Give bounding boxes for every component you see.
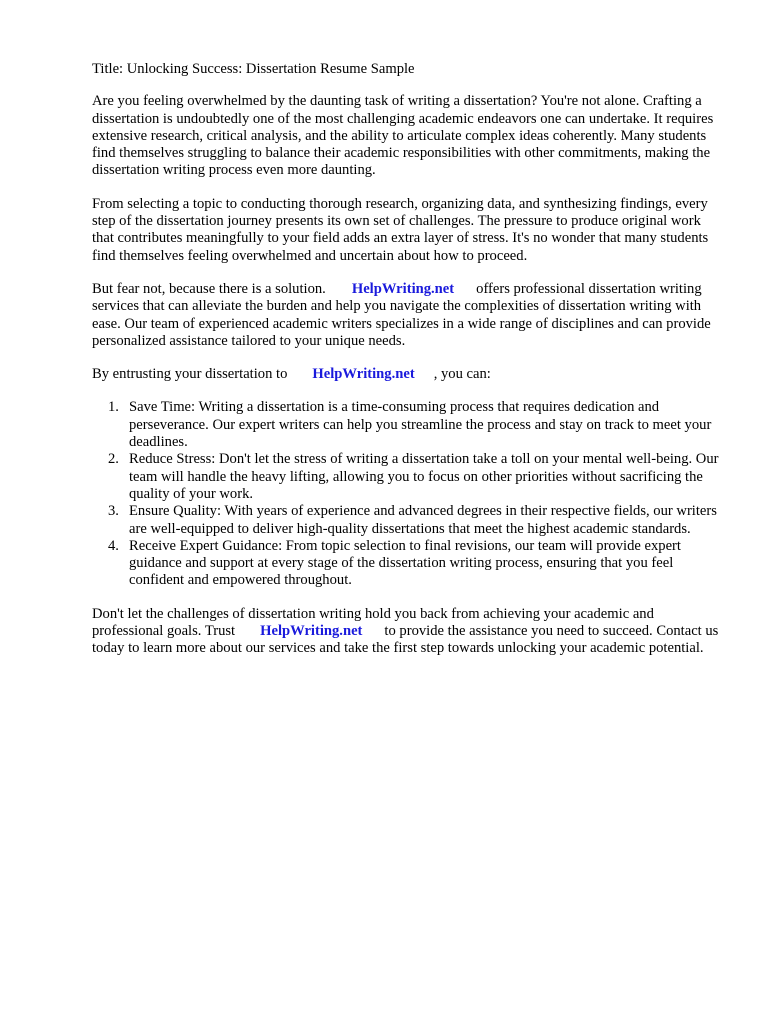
list-item (92, 399, 722, 451)
document-page (92, 61, 722, 658)
helpwriting-link[interactable]: HelpWriting.net (312, 366, 415, 383)
solution-text-after: offers professional dissertation writing services that can alleviate the burden and help you navigate the complexities of dissertation writing with ease. Our team of experienced academic writers specializes in a wide range of disciplines and can provide personalized assistance tailored to your unique needs. (92, 280, 711, 349)
closing-text-before: Don't let the challenges of dissertation writing hold you back from achieving your academic and professional goals. Trust (92, 605, 654, 640)
list-item-text: Ensure Quality: With years of experience and advanced degrees in their respective fields, our writers are well-equipped to deliver high-quality dissertations that meet the highest academic standards. (129, 503, 717, 537)
list-item-text: Save Time: Writing a dissertation is a time-consuming process that requires dedication and perseverance. Our expert writers can help you streamline the process and stay on track to meet your deadlines. (129, 399, 712, 451)
list-item-text: Receive Expert Guidance: From topic selection to final revisions, our team will provide expert guidance and support at every stage of the dissertation writing process, ensuring that you feel confident and empowered throughout. (129, 537, 681, 589)
list-item-number: 3. (108, 503, 119, 520)
entrust-paragraph (92, 366, 722, 383)
helpwriting-link[interactable]: HelpWriting.net (351, 280, 455, 297)
intro-paragraph: Are you feeling overwhelmed by the daunting task of writing a dissertation? You're not alone. Crafting a dissertation is undoubtedly one of the most challenging academic endeavors one can undertake. It requires extensive research, critical analysis, and the ability to articulate complex ideas coherently. Many students find themselves struggling to balance their academic responsibilities with other commitments, making the dissertation writing process even more daunting. (92, 93, 714, 179)
benefits-list (92, 399, 722, 589)
list-item (92, 503, 722, 538)
solution-text-before: But fear not, because there is a solution. (92, 280, 326, 297)
entrust-text-before: By entrusting your dissertation to (92, 366, 288, 383)
entrust-text-after: , you can: (433, 366, 491, 383)
document-title: Title: Unlocking Success: Dissertation Resume Sample (92, 61, 415, 77)
closing-text-after: to provide the assistance you need to succeed. Contact us today to learn more about our services and take the first step towards unlocking your academic potential. (92, 623, 719, 657)
list-item-number: 2. (108, 451, 119, 468)
list-item-number: 4. (108, 537, 119, 554)
list-item (92, 538, 722, 590)
solution-paragraph (92, 281, 722, 350)
list-item-text: Reduce Stress: Don't let the stress of writing a dissertation take a toll on your mental well-being. Our team will handle the heavy lifting, allowing you to focus on other priorities without sacrificing the quality of your work. (129, 451, 719, 502)
closing-paragraph (92, 606, 722, 658)
helpwriting-link[interactable]: HelpWriting.net (260, 623, 363, 640)
list-item-number: 1. (108, 399, 119, 416)
challenge-paragraph: From selecting a topic to conducting thorough research, organizing data, and synthesizing findings, every step of the dissertation journey presents its own set of challenges. The pressure to produce original work that contributes meaningfully to your field adds an extra layer of stress. It's no wonder that many students find themselves feeling overwhelmed and uncertain about how to proceed. (92, 195, 709, 264)
list-item (92, 451, 722, 503)
